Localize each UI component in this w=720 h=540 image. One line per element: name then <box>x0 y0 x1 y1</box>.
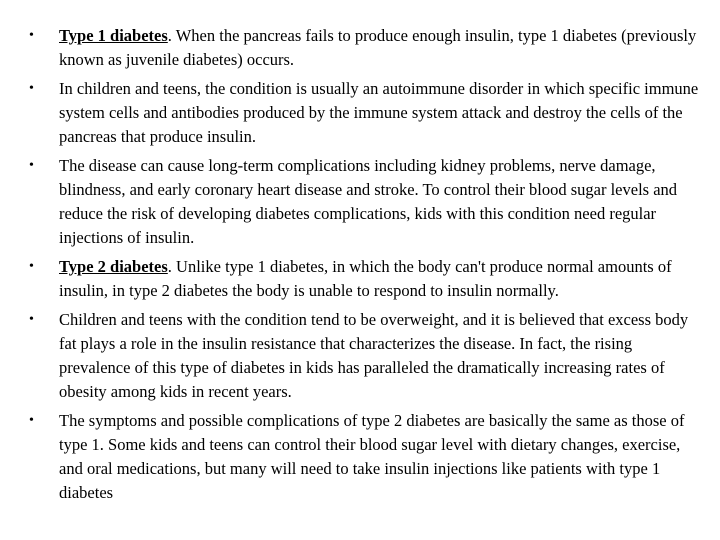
term-type2: Type 2 diabetes <box>59 257 168 276</box>
bullet-text: The symptoms and possible complications of type 2 diabetes are basically the same as those of type 1. Some kids and teens can control their blood sugar level with dietary changes, exercise, and oral medications, but many will need to take insulin injections like patients with type 1 diabetes <box>59 411 685 502</box>
bullet-icon: • <box>29 413 34 428</box>
bullet-icon: • <box>29 28 34 43</box>
bullet-item-type2-definition <box>29 255 699 303</box>
bullet-text: The disease can cause long-term complications including kidney problems, nerve damage, blindness, and early coronary heart disease and stroke. To control their blood sugar levels and reduce the risk of developing diabetes complications, kids with this condition need regular injections of insulin. <box>59 156 678 247</box>
bullet-item-type1-complications <box>29 154 699 250</box>
bullet-item-type1-definition <box>29 24 699 72</box>
bullet-icon: • <box>29 81 34 96</box>
bullet-icon: • <box>29 259 34 274</box>
bullet-text: . When the pancreas fails to produce enough insulin, type 1 diabetes (previously known as juvenile diabetes) occurs. <box>59 26 697 69</box>
bullet-item-type2-symptoms <box>29 409 699 505</box>
bullet-text: . Unlike type 1 diabetes, in which the body can't produce normal amounts of insulin, in type 2 diabetes the body is unable to respond to insulin normally. <box>59 257 672 300</box>
bullet-item-type1-autoimmune <box>29 77 699 149</box>
bullet-text: In children and teens, the condition is usually an autoimmune disorder in which specific immune system cells and antibodies produced by the immune system attack and destroy the cells of the pancreas that produce insulin. <box>59 79 699 146</box>
term-type1: Type 1 diabetes <box>59 26 168 45</box>
bullet-icon: • <box>29 312 34 327</box>
bullet-item-type2-overweight <box>29 308 699 404</box>
bullet-list <box>29 24 699 510</box>
bullet-icon: • <box>29 158 34 173</box>
bullet-text: Children and teens with the condition tend to be overweight, and it is believed that excess body fat plays a role in the insulin resistance that characterizes the disease. In fact, the rising prevalence of this type of diabetes in kids has paralleled the dramatically increasing rates of obesity among kids in recent years. <box>59 310 689 401</box>
